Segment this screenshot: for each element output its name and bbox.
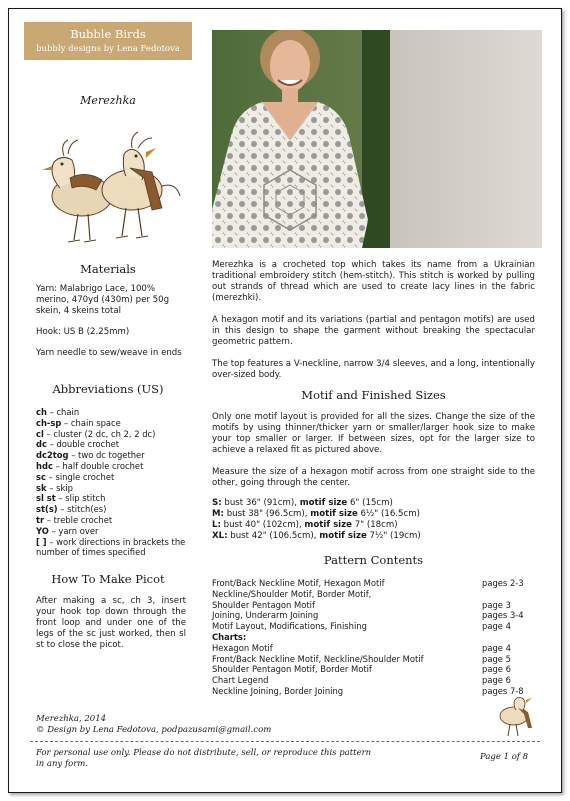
size-row: L: bust 40" (102cm), motif size 7" (18cm) <box>212 520 398 530</box>
contents-row: Shoulder Pentagon Motif, Border Motif page 6 <box>212 664 511 675</box>
brand-banner <box>24 22 192 60</box>
contents-row: Neckline/Shoulder Motif, Border Motif, <box>212 588 372 599</box>
abbr-item: dc – double crochet <box>36 439 120 450</box>
abbreviations-heading: Abbreviations (US) <box>52 382 164 396</box>
contents-row: Joining, Underarm Joining pages 3-4 <box>212 610 524 621</box>
abbr-item: sk – skip <box>36 482 73 493</box>
motif-paragraph-2: Measure the size of a hexagon motif across from one straight side to the other, going through the center. <box>212 467 535 488</box>
contents-list <box>212 578 542 697</box>
brand-title: Bubble Birds <box>70 27 146 41</box>
model-photo-icon <box>212 30 542 248</box>
contents-row: Shoulder Pentagon Motif page 3 <box>212 599 511 610</box>
size-row: XL: bust 42" (106.5cm), motif size 7½" (19cm) <box>212 531 421 541</box>
contents-row: Chart Legend page 6 <box>212 675 511 686</box>
contents-heading: Pattern Contents <box>323 553 424 567</box>
picot-heading: How To Make Picot <box>51 572 165 586</box>
materials-heading: Materials <box>80 262 136 276</box>
intro-paragraph-1: Merezhka is a crocheted top which takes its name from a Ukrainian traditional embroidery stitch (hem-stitch). This stitch is worked by pulling out strands of thread which are used to create lacy lines in the fabric (merezhki). <box>212 260 535 303</box>
contents-row: Front/Back Neckline Motif, Neckline/Shoulder Motif page 5 <box>212 653 511 664</box>
materials-text <box>36 284 186 359</box>
abbr-item: tr – treble crochet <box>36 514 113 525</box>
motif-heading: Motif and Finished Sizes <box>301 388 446 402</box>
abbr-item: dc2tog – two dc together <box>36 450 145 461</box>
abbr-item: cl – cluster (2 dc, ch 2, 2 dc) <box>36 428 156 439</box>
contents-row: Hexagon Motif page 4 <box>212 642 511 653</box>
footer-divider <box>30 741 540 742</box>
abbr-item: ch – chain <box>36 407 80 417</box>
footer-year: Merezhka, 2014 <box>36 714 107 724</box>
footer-designer: © Design by Lena Fedotova, podpazusami@gmail.com <box>36 725 272 735</box>
abbr-item: sc – single crochet <box>36 471 115 482</box>
abbreviations-list <box>36 407 191 558</box>
abbr-item: sl st – slip stitch <box>36 493 106 504</box>
small-bird-icon <box>492 694 540 740</box>
intro-paragraph-2: A hexagon motif and its variations (partial and pentagon motifs) are used in this design to shape the garment without breaking the spectacular geometric pattern. <box>212 315 535 347</box>
pattern-title: Merezhka <box>80 94 136 107</box>
size-row: S: bust 36" (91cm), motif size 6" (15cm) <box>212 498 393 508</box>
materials-hook: Hook: US B (2.25mm) <box>36 327 130 337</box>
sizes-list <box>212 498 535 542</box>
motif-text <box>212 412 535 489</box>
abbr-item: hdc – half double crochet <box>36 460 144 471</box>
contents-row: Charts: <box>212 631 247 642</box>
brand-subtitle: bubbly designs by Lena Fedotova <box>36 44 180 54</box>
materials-yarn: Yarn: Malabrigo Lace, 100% merino, 470yd (430m) per 50g skein, 4 skeins total <box>36 284 170 316</box>
abbr-item: st(s) – stitch(es) <box>36 504 107 515</box>
contents-row: Front/Back Neckline Motif, Hexagon Motif pages 2-3 <box>212 578 524 588</box>
abbr-item: ch-sp – chain space <box>36 417 121 428</box>
abbr-item: [ ] – work directions in brackets the number of times specified <box>36 536 186 558</box>
abbr-item: YO – yarn over <box>36 525 99 536</box>
intro-paragraph-3: The top features a V-neckline, narrow 3/4 sleeves, and a long, intentionally over-sized body. <box>212 359 535 380</box>
birds-illustration-icon <box>34 118 184 250</box>
contents-row: Motif Layout, Modifications, Finishing page 4 <box>212 621 511 632</box>
size-row: M: bust 38" (96.5cm), motif size 6½" (16.5cm) <box>212 509 420 519</box>
footer-usage-note: For personal use only. Please do not distribute, sell, or reproduce this pattern in any form. <box>36 748 372 769</box>
motif-paragraph-1: Only one motif layout is provided for all the sizes. Change the size of the motifs by using thinner/thicker yarn or smaller/larger hook size to make your top smaller or larger. If between sizes, opt for the larger size to achieve a relaxed fit as pictured above. <box>212 412 535 455</box>
contents-row: Neckline Joining, Border Joining pages 7-8 <box>212 685 524 696</box>
materials-needle: Yarn needle to sew/weave in ends <box>36 348 182 358</box>
intro-text <box>212 260 535 381</box>
footer-credits <box>36 714 271 736</box>
page-number: Page 1 of 8 <box>480 752 529 762</box>
picot-text: After making a sc, ch 3, insert your hook top down through the front loop and under one of the legs of the sc just worked, then sl st to close the picot. <box>36 596 186 650</box>
